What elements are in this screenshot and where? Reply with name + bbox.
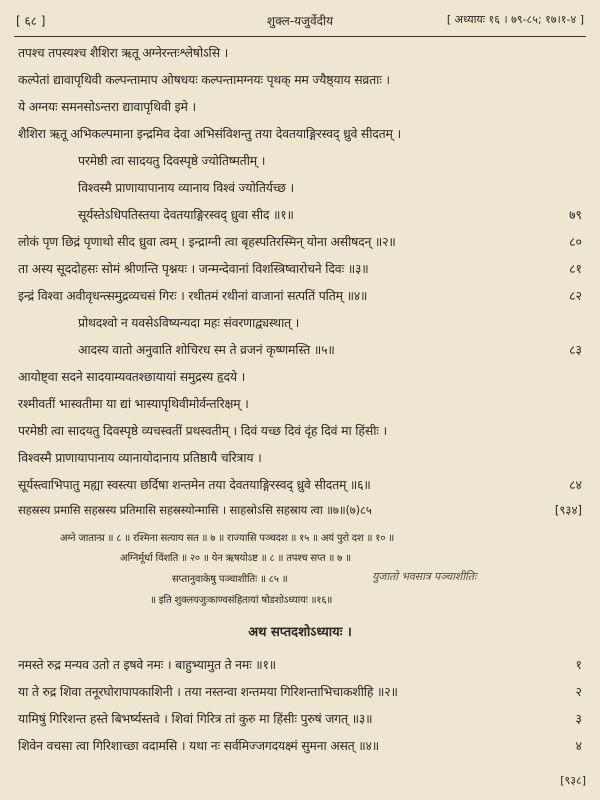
verse-number: १: [575, 657, 582, 672]
verse-number: ८२: [569, 288, 582, 303]
verse-line: लोकं पृण छिद्रं पृणाथो सीद ध्रुवा त्वम् । इन्द्राग्नी त्वा बृहस्पतिरस्मिन् योना असीषदन् ॥२॥: [18, 234, 396, 249]
footer-page-count: [९३८]: [560, 774, 586, 787]
verse-line: सूर्यस्त्वाभिपातु मह्या स्वस्त्या छर्दिषा शन्तमेन तया देवतयाङ्गिरस्वद् ध्रुवे सीदतम् ॥६॥: [18, 477, 371, 492]
verse-line: आदस्य वातो अनुवाति शोचिरध स्म ते व्रजनं कृष्णमस्ति ॥५॥: [78, 342, 335, 357]
verse-line: परमेष्ठी त्वा सादयतु दिवस्पृष्ठे ज्योतिष्मतीम् ।: [78, 153, 266, 168]
verse-number: ८४: [569, 477, 582, 492]
verse-line: शिवेन वचसा त्वा गिरिशाच्छा वदामसि । यथा नः सर्वमिज्जगदयक्ष्मं सुमना असत् ॥४॥: [18, 738, 379, 753]
verse-line: इन्द्रं विश्वा अवीवृधन्त्समुद्रव्यचसं गिरः । रथीतमं रथीनां वाजानां सत्पतिं पतिम् ॥४॥: [18, 288, 368, 303]
running-title: शुक्ल-यजुर्वेदीय: [266, 14, 334, 28]
verse-line: विश्वस्मै प्राणायापानाय व्यानाय विश्वं ज्योतिर्यच्छ ।: [78, 180, 294, 195]
chapter-reference: [ अध्यायः १६ । ७९-८५; १७।१-४ ]: [446, 13, 584, 26]
verse-number: ३: [575, 711, 582, 726]
verse-line: नमस्ते रुद्र मन्यव उतो त इषवे नमः । बाहुभ्यामुत ते नमः ॥१॥: [18, 657, 276, 672]
verse-line: ये अग्नयः समनसोऽन्तरा द्यावापृथिवी इमे ।: [18, 99, 196, 114]
verse-line: यामिषुं गिरिशन्त हस्ते बिभर्ष्यस्तवे । शिवां गिरित्र तां कुरु मा हिंसीः पुरुषं जगत् ॥३॥: [18, 711, 373, 726]
verse-line: शैशिरा ऋतू अभिकल्पमाना इन्द्रमिव देवा अभिसंविशन्तु तया देवतयाङ्गिरस्वद् ध्रुवे सीदतम् ।: [18, 126, 401, 141]
verse-number: ८०: [569, 234, 582, 249]
verse-number: ७९: [569, 207, 582, 222]
verse-line: कल्पेतां द्यावापृथिवी कल्पन्तामाप ओषधयः कल्पन्तामग्नयः पृथक् मम ज्यैष्ठ्याय सव्रताः ।: [18, 72, 390, 87]
verse-number: [९३४]: [554, 503, 582, 517]
verse-line: तपश्च तपस्यश्च शैशिरा ऋतू अग्नेरन्तःश्लेषोऽसि ।: [18, 45, 229, 60]
page-number: [ ६८ ]: [16, 14, 46, 28]
verse-line: परमेष्ठी त्वा सादयतु दिवस्पृष्ठे व्यचस्वतीं प्रथस्वतीम् । दिवं यच्छ दिवं दृंह दिवं मा हिंसीः ।: [18, 423, 387, 438]
verse-line: सहस्रस्य प्रमासि सहस्रस्य प्रतिमासि सहस्रस्योन्मासि । साहस्रोऽसि सहस्राय त्वा ॥७॥(७)८५: [18, 503, 372, 517]
anuvaka-index-line: अग्निर्मूर्धा विंशति ॥ २० ॥ येन ऋषयोऽष्ट ॥ ८ ॥ तपश्च सप्त ॥ ७ ॥: [120, 553, 351, 564]
verse-line: आयोष्ट्वा सदने सादयाम्यवतश्छायायां समुद्रस्य हृदये ।: [18, 369, 246, 384]
anuvaka-index-line: सप्तानुवाकेषु पञ्चाशीतिः ॥ ८५ ॥: [172, 574, 288, 585]
verse-number: ८१: [569, 261, 582, 276]
verse-line: रश्मीवतीं भास्वतीमा या द्यां भास्यापृथिवीमोर्वन्तरिक्षम् ।: [18, 396, 249, 411]
verse-number: ८३: [569, 342, 582, 357]
page-header: [14, 10, 586, 32]
verse-line: सूर्यस्तेऽधिपतिस्तया देवतयाङ्गिरस्वद् ध्रुवा सीद ॥१॥: [78, 207, 294, 222]
verse-line: ता अस्य सूददोहसः सोमं श्रीणन्ति पृश्नयः । जन्मन्देवानां विशस्त्रिष्वारोचने दिवः ॥३॥: [18, 261, 369, 276]
verse-line: या ते रुद्र शिवा तनूरघोरापापकाशिनी । तया नस्तन्वा शन्तमया गिरिशन्ताभिचाकशीहि ॥२॥: [18, 684, 398, 699]
handwritten-note: युजातो भवसात्र पञ्चाशीतिः: [372, 570, 477, 583]
verse-number: २: [575, 684, 582, 699]
anuvaka-index-line: अग्ने जातान्प्र ॥ ८ ॥ रश्मिना सत्याय सत ॥ ७ ॥ राज्यासि पञ्चदश ॥ १५ ॥ अयं पुरो दश ॥ १० ॥: [60, 533, 395, 544]
colophon: ॥ इति शुक्लयजुःकाण्वसंहितायां षोडशोऽध्यायः ॥१६॥: [150, 595, 333, 606]
verse-line: प्रोथदश्वो न यवसेऽविष्यन्यदा महः संवरणाद्व्यस्थात् ।: [78, 315, 300, 330]
verse-number: ४: [575, 738, 582, 753]
header-rule: [14, 36, 586, 37]
chapter-heading: अथ सप्तदशोऽध्यायः ।: [248, 625, 352, 640]
verse-line: विश्वस्मै प्राणायापानाय व्यानायोदानाय प्रतिष्ठायै चरित्राय ।: [18, 450, 262, 465]
